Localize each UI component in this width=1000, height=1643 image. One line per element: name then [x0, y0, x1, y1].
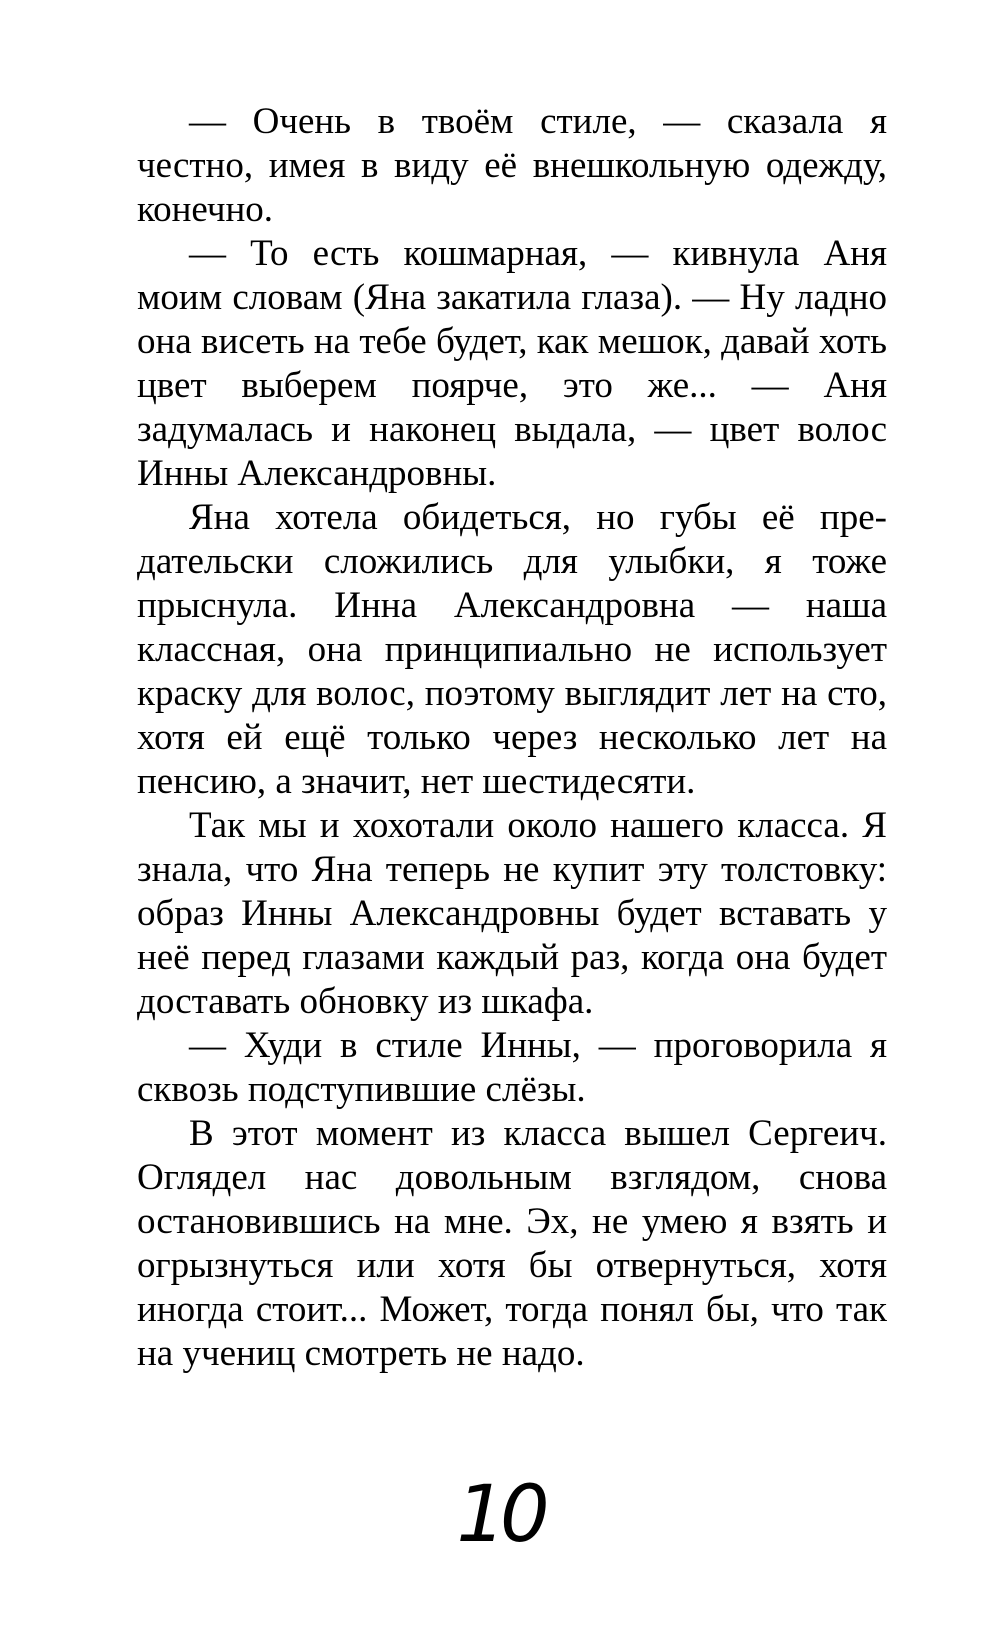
paragraph-3: Яна хотела обидеться, но губы её предательски сложились для улыбки, я тоже прыснула. Инна Александровна — наша классная, она принципиально не использует краску для волос, поэтому выглядит лет на сто, хотя ей ещё только через несколько лет на пенсию, а значит, нет шестидесяти. — [137, 497, 887, 802]
paragraph-2: — То есть кошмарная, — кивнула Аня моим словам (Яна закатила глаза). — Ну ладно она висеть на тебе будет, как мешок, давай хоть цвет выберем поярче, это же... — Аня задумалась и наконец выдала, — цвет волос Инны Александровны. — [137, 233, 887, 494]
body-text — [137, 100, 887, 1376]
paragraph-5: — Худи в стиле Инны, — проговорила я сквозь подступившие слёзы. — [137, 1025, 887, 1110]
paragraph-4: Так мы и хохотали около нашего класса. Я знала, что Яна теперь не купит эту толстовку: образ Инны Александровны будет вставать у неё перед глазами каждый раз, когда она будет доставать обновку из шкафа. — [137, 805, 887, 1022]
page-number: 10 — [456, 1470, 544, 1560]
paragraph-6: В этот момент из класса вышел Сергеич. Оглядел нас довольным взглядом, снова остановившись на мне. Эх, не умею я взять и огрызнуться или хотя бы отвернуться, хотя иногда стоит... Может, тогда понял бы, что так на учениц смотреть не надо. — [137, 1113, 887, 1374]
paragraph-1: — Очень в твоём стиле, — сказала я честно, имея в виду её внешкольную одежду, конечно. — [137, 101, 887, 230]
